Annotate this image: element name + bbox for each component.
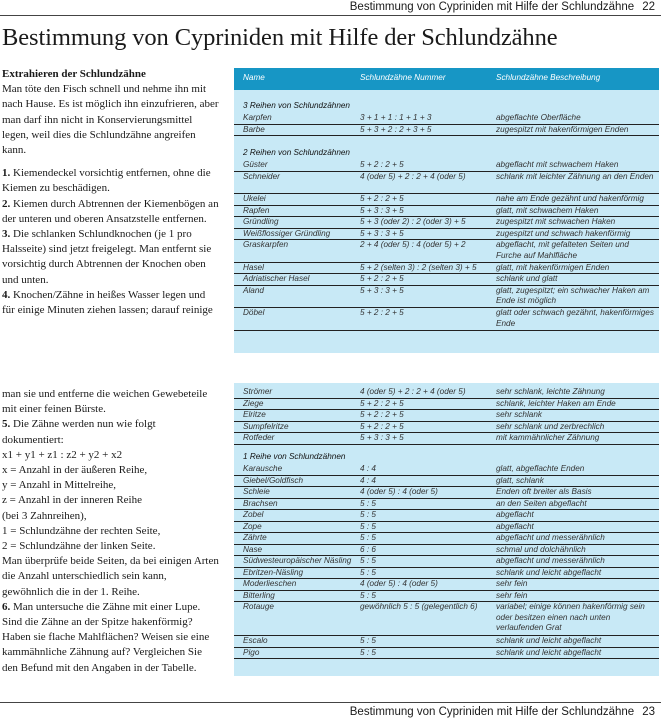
table-row <box>234 239 659 263</box>
section-heading: Extrahieren der Schlundzähne <box>2 68 146 80</box>
cell-number: 4 (oder 5) + 2 : 2 + 4 (oder 5) <box>360 171 466 181</box>
text-column-top <box>2 67 220 318</box>
cell-name: Graskarpfen <box>243 240 289 249</box>
cell-name: Elritze <box>243 410 266 419</box>
cell-name: Rotfeder <box>243 433 275 442</box>
cell-description: glatt, schlank <box>496 475 544 485</box>
cell-name: Barbe <box>243 124 265 134</box>
formula-z: z = Anzahl in der inneren Reihe <box>2 494 142 507</box>
cell-description: zugespitzt und schwach hakenförmig <box>496 228 631 238</box>
page-title: Bestimmung von Cypriniden mit Hilfe der Schlundzähne <box>2 24 558 51</box>
cell-number: 5 : 5 <box>360 590 376 600</box>
cell-description: mit kammähnlicher Zähnung <box>496 433 600 442</box>
cell-number: 5 + 2 : 2 + 5 <box>360 398 404 408</box>
cell-number: 5 : 5 <box>360 498 376 508</box>
cell-description: sehr schlank, leichte Zähnung <box>496 387 605 396</box>
cell-description: variabel; einige können hakenförmig sein oder besitzen einen nach unten verlaufenden Grat <box>496 602 645 632</box>
cell-name: Schneider <box>243 171 280 181</box>
cell-name: Güster <box>243 160 268 169</box>
cell-description: abgeflacht, mit gefalteten Seiten und Furche auf Mahlfläche <box>496 240 629 260</box>
running-header-top <box>350 1 655 13</box>
cell-name: Zobel <box>243 510 264 519</box>
cell-number: 5 + 2 : 2 + 5 <box>360 308 404 317</box>
cell-number: 4 : 4 <box>360 464 376 473</box>
cell-description: abgeflachte Oberfläche <box>496 113 581 122</box>
cell-number: 4 : 4 <box>360 475 376 485</box>
cell-number: 5 : 5 <box>360 510 376 519</box>
page-number: 23 <box>642 706 655 718</box>
cell-name: Hasel <box>243 262 264 272</box>
step-4: 4. Knochen/Zähne in heißes Wasser legen und für einige Minuten ziehen lassen; darauf reinige <box>2 288 213 317</box>
cell-description: schlank und glatt <box>496 274 558 283</box>
cell-number: 5 : 5 <box>360 556 376 565</box>
cell-description: schlank und leicht abgeflacht <box>496 567 602 577</box>
cell-name: Ebritzen-Näsling <box>243 567 304 577</box>
cell-name: Nase <box>243 544 263 554</box>
cell-name: Karausche <box>243 464 283 473</box>
teeth-table-part-2 <box>234 383 659 676</box>
cell-number: 5 + 2 : 2 + 5 <box>360 421 404 431</box>
table-row <box>234 647 659 660</box>
cell-number: 5 + 2 : 2 + 5 <box>360 410 404 419</box>
cell-name: Aland <box>243 285 264 295</box>
cell-number: 5 + 2 : 2 + 5 <box>360 160 404 169</box>
cell-name: Südwesteuropäischer Näsling <box>243 556 352 565</box>
table-row <box>234 432 659 445</box>
cell-number: 5 + 3 + 2 : 2 + 3 + 5 <box>360 124 432 134</box>
table-section-heading: 1 Reihe von Schlundzähnen <box>243 452 346 461</box>
cell-number: 5 + 3 : 3 + 5 <box>360 205 404 215</box>
cell-name: Escalo <box>243 636 268 645</box>
step-4-cont: man sie und entferne die weichen Gewebeteile mit einer feinen Bürste. <box>2 388 208 416</box>
cell-name: Brachsen <box>243 498 278 508</box>
cell-number: 5 : 5 <box>360 636 376 645</box>
step-1: 1. Kiemendeckel vorsichtig entfernen, ohne die Kiemen zu beschädigen. <box>2 167 211 195</box>
cell-name: Bitterling <box>243 590 275 600</box>
cell-description: sehr fein <box>496 590 528 600</box>
col-name: Name <box>243 73 265 82</box>
page-number: 22 <box>642 1 655 13</box>
cell-description: schlank mit leichter Zähnung an den Enden <box>496 171 654 181</box>
cell-name: Strömer <box>243 387 273 396</box>
cell-name: Zährte <box>243 533 267 542</box>
cell-description: schlank, leichter Haken am Ende <box>496 398 616 408</box>
text-column-bottom <box>2 387 220 676</box>
header-rule <box>0 15 661 16</box>
cell-name: Ukelei <box>243 194 266 203</box>
cell-number: 5 : 5 <box>360 567 376 577</box>
cell-number: 5 : 5 <box>360 533 376 542</box>
cell-number: gewöhnlich 5 : 5 (gelegentlich 6) <box>360 602 478 611</box>
cell-number: 2 + 4 (oder 5) : 4 (oder 5) + 2 <box>360 240 466 249</box>
formula: x1 + y1 + z1 : z2 + y2 + x2 <box>2 448 123 461</box>
cell-description: sehr schlank und zerbrechlich <box>496 421 605 431</box>
formula-y: y = Anzahl in Mittelreihe, <box>2 479 117 492</box>
col-description: Schlundzähne Beschreibung <box>496 73 601 82</box>
cell-number: 5 + 3 (oder 2) : 2 (oder 3) + 5 <box>360 217 466 226</box>
cell-number: 5 : 5 <box>360 647 376 657</box>
cell-description: glatt, zugespitzt; ein schwacher Haken am Ende ist möglich <box>496 285 650 305</box>
cell-description: zugespitzt mit hakenförmigen Enden <box>496 124 629 134</box>
running-header-title: Bestimmung von Cypriniden mit Hilfe der Schlundzähne <box>349 706 635 718</box>
cell-number: 4 (oder 5) : 4 (oder 5) <box>360 487 438 496</box>
cell-name: Moderlieschen <box>243 579 297 588</box>
cell-name: Schleie <box>243 487 270 496</box>
check-paragraph: Man überprüfe beide Seiten, da bei einigen Arten die Anzahl unterschiedlich sein kann, gewöhnlich die in der 1. Reihe. <box>2 555 219 598</box>
cell-description: abgeflacht und messerähnlich <box>496 556 605 565</box>
step-2: 2. Kiemen durch Abtrennen der Kiemenbögen an der unteren und oberen Ansatzstelle entfernen. <box>2 197 219 225</box>
cell-name: Giebel/Goldfisch <box>243 475 304 485</box>
table-section-heading: 2 Reihen von Schlundzähnen <box>243 148 350 157</box>
cell-number: 5 + 2 (selten 3) : 2 (selten 3) + 5 <box>360 262 477 272</box>
teeth-table-part-1 <box>234 68 659 353</box>
cell-number: 6 : 6 <box>360 544 376 554</box>
cell-description: abgeflacht <box>496 521 534 531</box>
col-number: Schlundzähne Nummer <box>360 73 446 82</box>
cell-number: 5 + 2 : 2 + 5 <box>360 274 404 283</box>
formula-2: 2 = Schlundzähne der linken Seite. <box>2 540 156 553</box>
cell-description: an den Seiten abgeflacht <box>496 498 587 508</box>
table-section-heading: 3 Reihen von Schlundzähnen <box>243 101 350 110</box>
cell-description: abgeflacht und messerähnlich <box>496 533 605 542</box>
cell-name: Rotauge <box>243 602 274 611</box>
table-row <box>234 124 659 137</box>
table-header-row <box>234 68 659 90</box>
cell-name: Weißflossiger Gründling <box>243 228 331 238</box>
cell-name: Adriatischer Hasel <box>243 274 310 283</box>
cell-number: 5 + 3 : 3 + 5 <box>360 228 404 238</box>
intro-paragraph: Man töte den Fisch schnell und nehme ihn mit nach Hause. Es ist möglich ihn einzufrieren, aber man darf ihn nicht in Konservierungsmittel legen, weil dies die Schlundzähne angreifen kann. <box>2 83 219 157</box>
cell-number: 4 (oder 5) + 2 : 2 + 4 (oder 5) <box>360 387 466 396</box>
cell-description: zugespitzt mit schwachen Haken <box>496 217 616 226</box>
cell-name: Karpfen <box>243 113 272 122</box>
cell-name: Sumpfelritze <box>243 421 289 431</box>
cell-name: Döbel <box>243 308 265 317</box>
cell-description: sehr schlank <box>496 410 542 419</box>
cell-description: glatt oder schwach gezähnt, hakenförmiges Ende <box>496 308 654 328</box>
cell-description: nahe am Ende gezähnt und hakenförmig <box>496 194 644 203</box>
cell-description: schmal und dolchähnlich <box>496 544 586 554</box>
cell-name: Rapfen <box>243 205 270 215</box>
cell-description: Enden oft breiter als Basis <box>496 487 592 496</box>
table-row <box>234 285 659 309</box>
cell-name: Ziege <box>243 398 264 408</box>
running-header-bottom <box>350 706 655 718</box>
table-row <box>234 171 659 195</box>
cell-name: Gründling <box>243 217 279 226</box>
formula-1: 1 = Schlundzähne der rechten Seite, <box>2 524 161 537</box>
footer-rule <box>0 702 661 703</box>
cell-description: schlank und leicht abgeflacht <box>496 636 602 645</box>
cell-number: 5 + 2 : 2 + 5 <box>360 194 404 203</box>
cell-description: glatt, mit schwachem Haken <box>496 205 599 215</box>
cell-description: schlank und leicht abgeflacht <box>496 647 602 657</box>
step-3: 3. Die schlanken Schlundknochen (je 1 pro Halsseite) sind jetzt freigelegt. Man entfernt sie vorsichtig durch Abtrennen der Knochen oben und unten. <box>2 228 212 286</box>
formula-x: x = Anzahl in der äußeren Reihe, <box>2 464 148 477</box>
cell-number: 5 : 5 <box>360 521 376 531</box>
cell-number: 4 (oder 5) : 4 (oder 5) <box>360 579 438 588</box>
cell-description: glatt, abgeflachte Enden <box>496 464 585 473</box>
cell-name: Zope <box>243 521 262 531</box>
cell-description: abgeflacht mit schwachem Haken <box>496 160 619 169</box>
step-5: 5. Die Zähne werden nun wie folgt dokumentiert: <box>2 418 156 446</box>
cell-name: Pigo <box>243 647 260 657</box>
cell-number: 3 + 1 + 1 : 1 + 1 + 3 <box>360 113 432 122</box>
cell-description: abgeflacht <box>496 510 534 519</box>
running-header-title: Bestimmung von Cypriniden mit Hilfe der Schlundzähne <box>349 1 635 13</box>
cell-description: glatt, mit hakenförmigen Enden <box>496 262 610 272</box>
step-6: 6. Man untersuche die Zähne mit einer Lupe. Sind die Zähne an der Spitze hakenförmig? Haben sie flache Mahlflächen? Weisen sie eine kammähnliche Zähnung auf? Vergleichen Sie den Befund mit den Angaben in der Tabelle. <box>2 600 210 674</box>
cell-number: 5 + 3 : 3 + 5 <box>360 285 404 295</box>
cell-description: sehr fein <box>496 579 528 588</box>
cell-number: 5 + 3 : 3 + 5 <box>360 433 404 442</box>
formula-z2: (bei 3 Zahnreihen), <box>2 509 87 522</box>
table-row <box>234 307 659 331</box>
table-row <box>234 601 659 636</box>
